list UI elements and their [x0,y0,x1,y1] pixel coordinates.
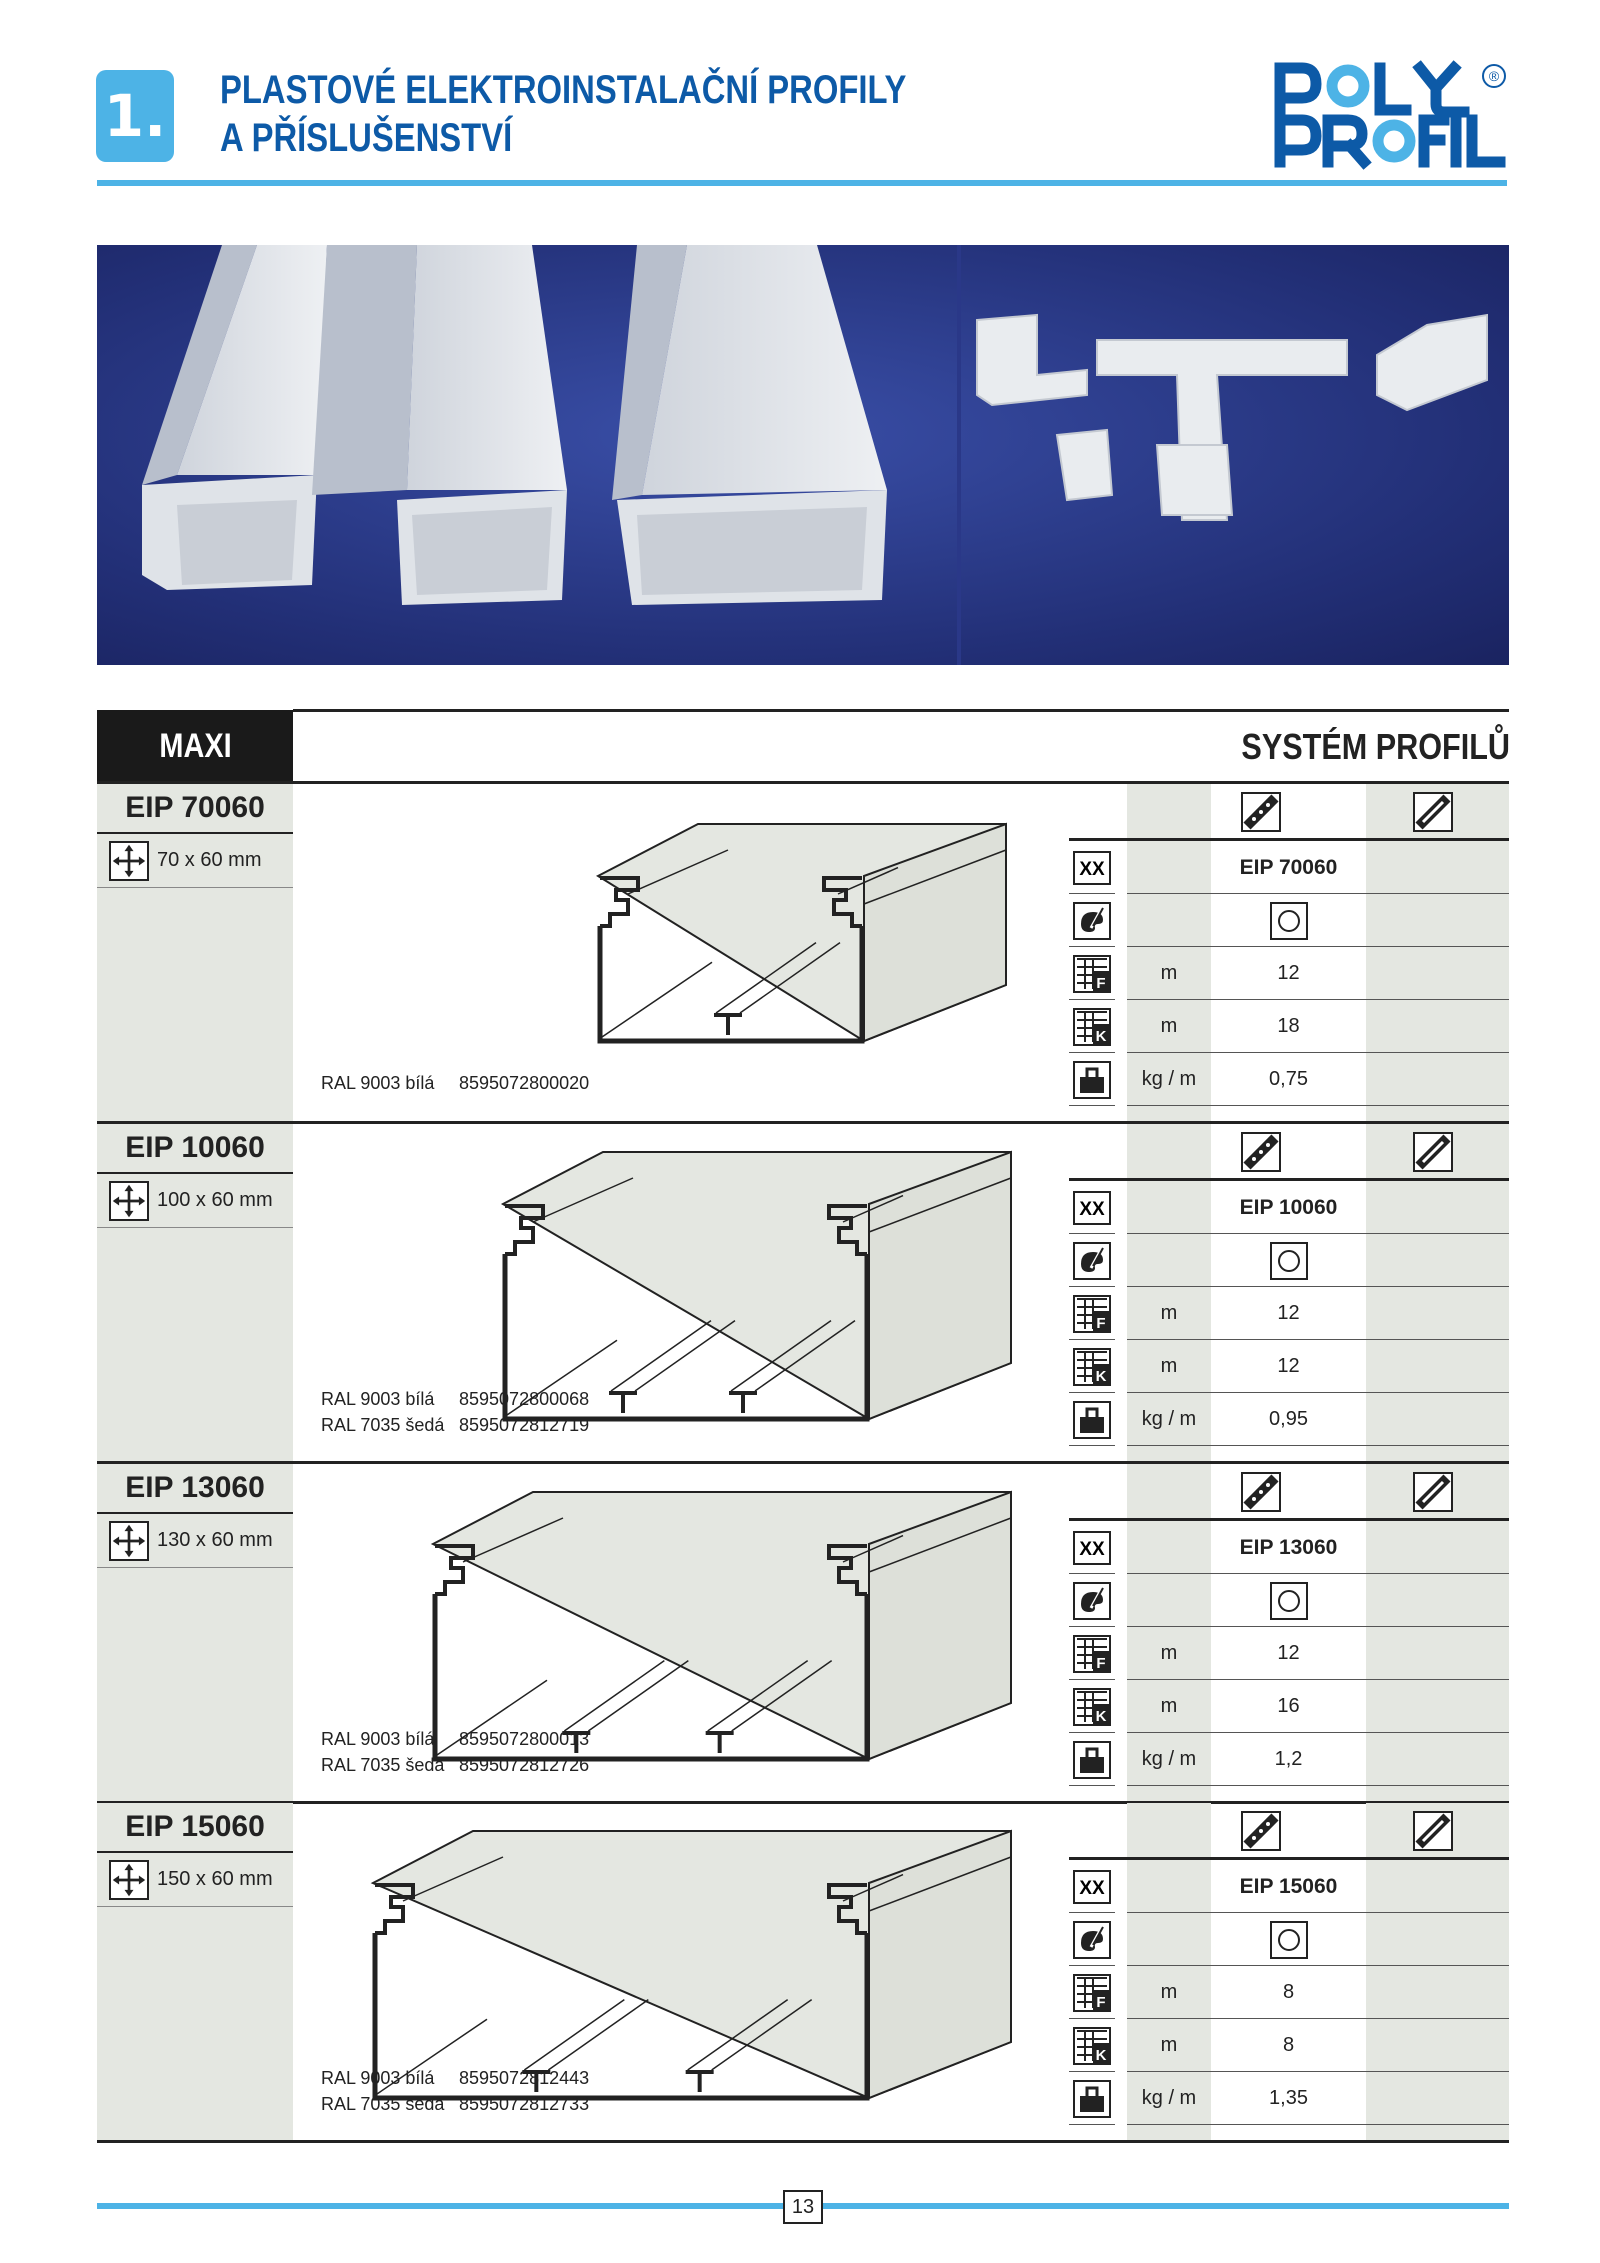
length-f-icon [1073,1295,1111,1333]
spec-value: 18 [1277,1015,1300,1037]
spec-value: 12 [1277,1355,1300,1377]
perforated-profile-icon [1241,1472,1281,1512]
color-row [321,1752,589,1778]
spec-unit: kg / m [1141,1748,1197,1770]
series-label: MAXI [97,710,293,783]
spec-row [1069,1733,1509,1786]
spec-row [1069,1287,1509,1340]
color-row [321,1386,589,1412]
plain-profile-icon [1413,1132,1453,1172]
xx-code-icon [1073,849,1111,887]
dimensions-value: 70 x 60 mm [157,849,262,871]
spec-unit: kg / m [1141,1408,1197,1430]
length-f-icon [1073,955,1111,993]
circle-icon [1211,894,1366,947]
dimensions-value: 100 x 60 mm [157,1189,273,1211]
color-name: RAL 7035 šedá [321,1415,445,1435]
product-code: EIP 13060 [97,1464,293,1514]
plain-profile-icon [1413,1811,1453,1851]
length-k-icon [1073,1348,1111,1386]
spec-row [1069,1860,1509,1913]
color-row [321,1726,589,1752]
polyprofil-logo [1268,60,1513,170]
profile-cross-section-drawing [590,820,1010,1050]
spec-row [1069,841,1509,894]
product-section [97,1803,1509,2143]
product-code: EIP 10060 [97,1124,293,1174]
trunking-photo-3 [612,245,887,605]
product-code: EIP 15060 [97,1803,293,1853]
fittings-photo [977,315,1487,520]
color-row [321,2091,589,2117]
spec-row [1069,2072,1509,2125]
ean-code: 8595072812726 [459,1755,590,1775]
length-f-icon [1073,1635,1111,1673]
spec-row [1069,1627,1509,1680]
plain-profile-icon [1413,792,1453,832]
weight-icon [1073,1401,1111,1439]
spec-row [1069,947,1509,1000]
spec-value: 12 [1277,962,1300,984]
spec-table [1069,784,1509,1124]
svg-text:K: K [1095,1028,1107,1045]
registered-mark: ® [1488,68,1500,84]
color-palette-icon [1073,1242,1111,1280]
perforated-profile-icon [1241,1811,1281,1851]
spec-row [1069,1574,1509,1627]
spec-value: EIP 70060 [1239,855,1338,879]
spec-unit: m [1160,1981,1178,2003]
svg-text:K: K [1095,1708,1107,1725]
dimensions-row [97,1514,293,1568]
product-section [97,1124,1509,1464]
svg-text:F: F [1096,975,1106,992]
perforated-profile-icon [1241,1132,1281,1172]
weight-icon [1073,1741,1111,1779]
color-name: RAL 9003 bílá [321,1073,435,1093]
spec-unit: kg / m [1141,1068,1197,1090]
chapter-badge [96,70,174,162]
spec-value: 16 [1277,1695,1300,1717]
xx-code-icon [1073,1189,1111,1227]
ean-code: 8595072812443 [459,2068,590,2088]
spec-row [1069,1234,1509,1287]
circle-icon [1211,1574,1366,1627]
dimension-arrows-icon [109,1860,149,1900]
circle-icon [1211,1913,1366,1966]
spec-unit: m [1160,2034,1178,2056]
dimensions-row [97,834,293,888]
spec-table [1069,1124,1509,1464]
photo-illustration [97,245,1509,665]
color-row [321,1412,589,1438]
table-header-top-rule [293,709,1509,712]
page-title [220,66,906,162]
xx-code-icon [1073,1529,1111,1567]
spec-row [1069,1181,1509,1234]
spec-table [1069,1464,1509,1804]
spec-row [1069,1053,1509,1106]
trunking-photo-1 [142,245,327,590]
length-k-icon [1073,2027,1111,2065]
spec-row [1069,1680,1509,1733]
spec-value: 1,2 [1274,1748,1303,1770]
spec-row [1069,1966,1509,2019]
spec-unit: m [1160,1695,1178,1717]
svg-text:XX: XX [1079,1539,1105,1560]
color-name: RAL 7035 šedá [321,2094,445,2114]
color-palette-icon [1073,902,1111,940]
svg-text:XX: XX [1079,1878,1105,1899]
section-bottom-rule [97,2140,1509,2143]
chapter-number: 1. [103,82,167,150]
spec-row [1069,2019,1509,2072]
dimension-arrows-icon [109,1521,149,1561]
spec-value: 1,35 [1269,2087,1308,2109]
ean-code: 8595072800068 [459,1389,590,1409]
spec-row [1069,1340,1509,1393]
dimensions-value: 130 x 60 mm [157,1529,273,1551]
system-label: SYSTÉM PROFILŮ [1241,726,1510,767]
product-section [97,1464,1509,1804]
color-row [321,2065,589,2091]
spec-row [1069,1521,1509,1574]
color-palette-icon [1073,1582,1111,1620]
svg-text:F: F [1096,1994,1106,2011]
spec-row [1069,1393,1509,1446]
plain-profile-icon [1413,1472,1453,1512]
perforated-profile-icon [1241,792,1281,832]
length-f-icon [1073,1974,1111,2012]
spec-value: 0,95 [1269,1408,1308,1430]
spec-row [1069,894,1509,947]
dimensions-row [97,1853,293,1907]
dimension-arrows-icon [109,1181,149,1221]
length-k-icon [1073,1688,1111,1726]
spec-value: EIP 15060 [1239,1874,1338,1898]
title-line-1: PLASTOVÉ ELEKTROINSTALAČNÍ PROFILY [220,68,907,112]
weight-icon [1073,2080,1111,2118]
spec-value: 12 [1277,1642,1300,1664]
xx-code-icon [1073,1868,1111,1906]
ean-code: 8595072800020 [459,1073,590,1093]
color-name: RAL 7035 šedá [321,1755,445,1775]
svg-text:F: F [1096,1315,1106,1332]
spec-value: EIP 10060 [1239,1195,1338,1219]
svg-text:XX: XX [1079,859,1105,880]
color-palette-icon [1073,1921,1111,1959]
ean-code: 8595072812733 [459,2094,590,2114]
spec-unit: m [1160,1302,1178,1324]
color-list [321,2065,589,2117]
color-row [321,1070,589,1096]
dimensions-value: 150 x 60 mm [157,1868,273,1890]
color-list [321,1070,589,1096]
product-section [97,784,1509,1124]
color-name: RAL 9003 bílá [321,2068,435,2088]
spec-value: 8 [1282,2034,1295,2056]
svg-text:K: K [1095,1368,1107,1385]
spec-unit: m [1160,1015,1178,1037]
page-number: 13 [783,2190,823,2224]
trunking-photo-2 [312,245,567,605]
product-code: EIP 70060 [97,784,293,834]
svg-text:K: K [1095,2047,1107,2064]
spec-unit: kg / m [1141,2087,1197,2109]
color-list [321,1386,589,1438]
color-name: RAL 9003 bílá [321,1389,435,1409]
product-photo [97,245,1509,665]
ean-code: 8595072800013 [459,1729,590,1749]
dimensions-row [97,1174,293,1228]
spec-row [1069,1000,1509,1053]
title-line-2: A PŘÍSLUŠENSTVÍ [220,116,513,160]
color-list [321,1726,589,1778]
spec-value: 0,75 [1269,1068,1308,1090]
dimension-arrows-icon [109,841,149,881]
spec-unit: m [1160,962,1178,984]
spec-table [1069,1803,1509,2143]
spec-value: 12 [1277,1302,1300,1324]
spec-unit: m [1160,1355,1178,1377]
spec-value: EIP 13060 [1239,1535,1338,1559]
length-k-icon [1073,1008,1111,1046]
svg-text:F: F [1096,1655,1106,1672]
circle-icon [1211,1234,1366,1287]
spec-unit: m [1160,1642,1178,1664]
color-name: RAL 9003 bílá [321,1729,435,1749]
ean-code: 8595072812719 [459,1415,590,1435]
spec-row [1069,1913,1509,1966]
spec-value: 8 [1282,1981,1295,2003]
weight-icon [1073,1061,1111,1099]
svg-text:XX: XX [1079,1199,1105,1220]
header-rule [97,180,1507,186]
